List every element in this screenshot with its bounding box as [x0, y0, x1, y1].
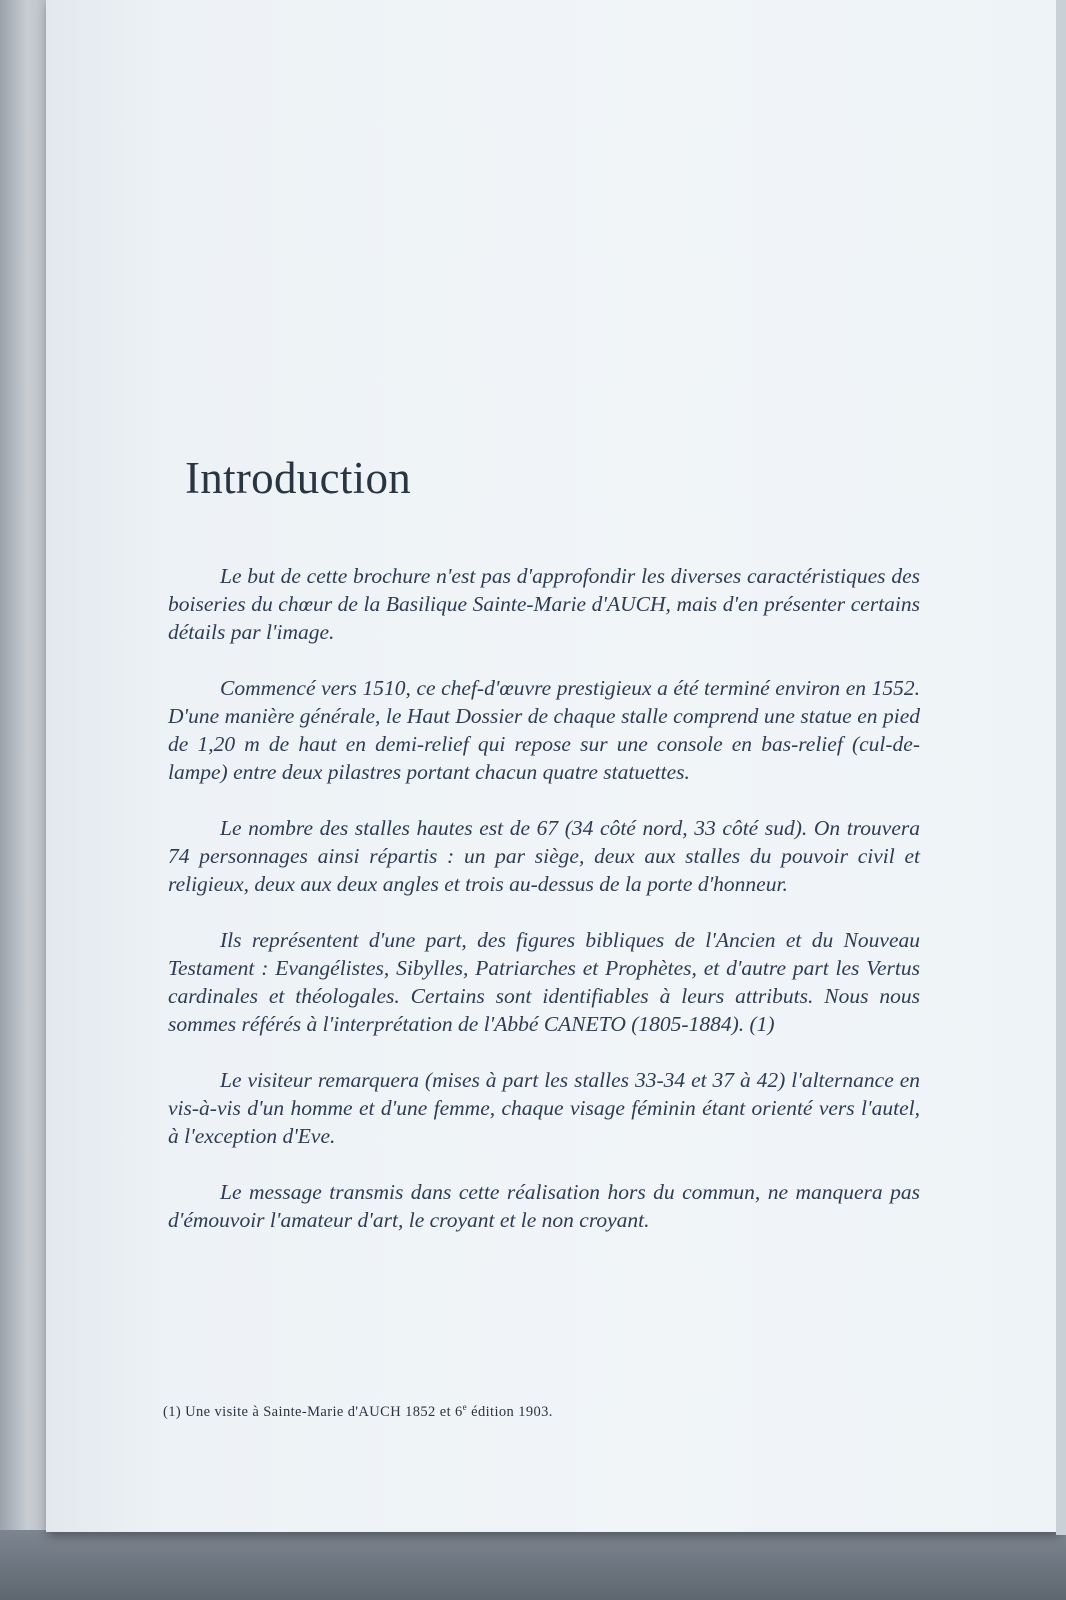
table-surface	[0, 1530, 1066, 1600]
introduction-body	[168, 562, 920, 1262]
footnote-text-end: édition 1903.	[467, 1404, 553, 1420]
paragraph-history: Commencé vers 1510, ce chef-d'œuvre prestigieux a été terminé environ en 1552. D'une manière générale, le Haut Dossier de chaque stalle comprend une statue en pied de 1,20 m de haut en demi-relief qui repose sur une console en bas-relief (cul-de-lampe) entre deux pilastres portant chacun quatre statuettes.	[168, 676, 920, 784]
footnote-superscript: e	[462, 1402, 468, 1413]
paragraph-purpose: Le but de cette brochure n'est pas d'approfondir les diverses caractéristiques des boiseries du chœur de la Basilique Sainte-Marie d'AUCH, mais d'en présenter certains détails par l'image.	[168, 564, 920, 644]
paragraph-alternance: Le visiteur remarquera (mises à part les stalles 33-34 et 37 à 42) l'alternance en vis-à-vis d'un homme et d'une femme, chaque visage féminin étant orienté vers l'autel, à l'exception d'Eve.	[168, 1068, 920, 1148]
paragraph-stall-count: Le nombre des stalles hautes est de 67 (34 côté nord, 33 côté sud). On trouvera 74 personnages ainsi répartis : un par siège, deux aux stalles du pouvoir civil et religieux, deux aux deux angles et trois au-dessus de la porte d'honneur.	[168, 816, 920, 896]
paragraph-figures: Ils représentent d'une part, des figures bibliques de l'Ancien et du Nouveau Testament : Evangélistes, Sibylles, Patriarches et Prophètes, et d'autre part les Vertus cardinales et théologales. Certains sont identifiables à leurs attributs. Nous nous sommes référés à l'interprétation de l'Abbé CANETO (1805-1884). (1)	[168, 928, 920, 1036]
paragraph-message: Le message transmis dans cette réalisation hors du commun, ne manquera pas d'émouvoir l'amateur d'art, le croyant et le non croyant.	[168, 1180, 920, 1232]
left-page-edge	[0, 0, 50, 1535]
right-page-edge	[1056, 0, 1066, 1535]
footnote	[163, 1404, 553, 1421]
footnote-text-start: (1) Une visite à Sainte-Marie d'AUCH 1852 et 6	[163, 1404, 463, 1420]
page-title: Introduction	[185, 453, 412, 503]
